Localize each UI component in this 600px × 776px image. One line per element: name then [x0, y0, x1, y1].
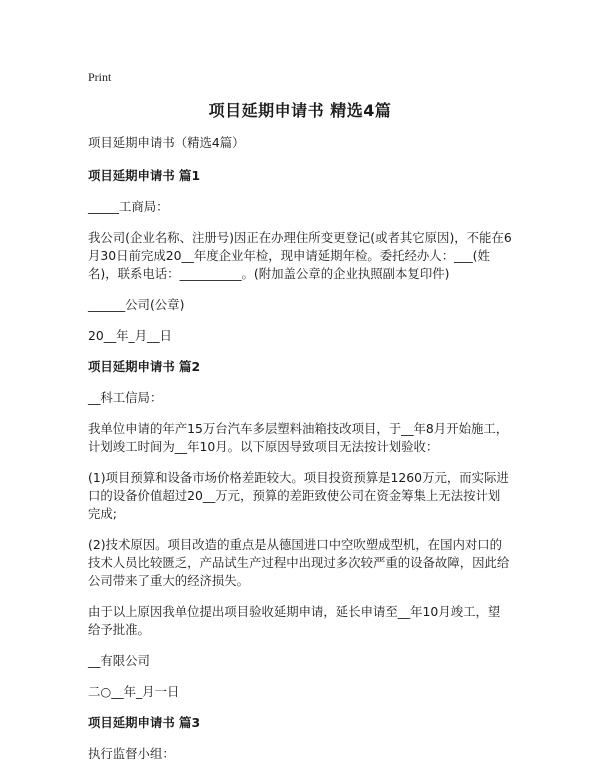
- section-paragraph: 由于以上原因我单位提出项目验收延期申请，延长申请至__年10月竣工，望给予批准。: [88, 604, 501, 637]
- section-paragraph: (1)项目预算和设备市场价格差距较大。项目投资预算是1260万元，而实际进口的设备价值超过20__万元，预算的差距致使公司在资金筹集上无法按计划完成;: [88, 470, 509, 521]
- document-title: 项目延期申请书 精选4篇: [208, 101, 392, 120]
- section-heading: 项目延期申请书 篇2: [88, 359, 201, 374]
- section-paragraph: 20__年_月__日: [88, 328, 172, 343]
- section-heading: 项目延期申请书 篇1: [88, 168, 201, 183]
- document-subtitle: 项目延期申请书（精选4篇）: [88, 135, 245, 150]
- document-body: [88, 134, 512, 776]
- section-paragraph: (2)技术原因。项目改造的重点是从德国进口中空吹塑成型机，在国内对口的技术人员比较匮乏，产品试生产过程中出现过多次较严重的设备故障，因此给公司带来了重大的经济损失。: [88, 537, 510, 588]
- section-paragraph: _____工商局：: [88, 199, 169, 214]
- print-label: Print: [88, 70, 112, 84]
- section-paragraph: 我单位申请的年产15万台汽车多层塑料油箱技改项目，于__年8月开始施工，计划竣工时间为__年10月。以下原因导致项目无法按计划验收：: [88, 421, 509, 454]
- section-paragraph: 二○__年_月一日: [88, 684, 180, 699]
- section-paragraph: 执行监督小组：: [88, 746, 175, 761]
- section-heading: 项目延期申请书 篇3: [88, 715, 201, 730]
- section-paragraph: __有限公司: [88, 653, 150, 668]
- section-paragraph: ______公司(公章): [88, 297, 185, 312]
- section-paragraph: 我公司(企业名称、注册号)因正在办理住所变更登记(或者其它原因)，不能在6月30日前完成20__年度企业年检，现申请延期年检。委托经办人：___(姓名)，联系电话：__________。(附加盖公章的企业执照副本复印件): [88, 230, 512, 281]
- section-paragraph: __科工信局：: [88, 390, 163, 405]
